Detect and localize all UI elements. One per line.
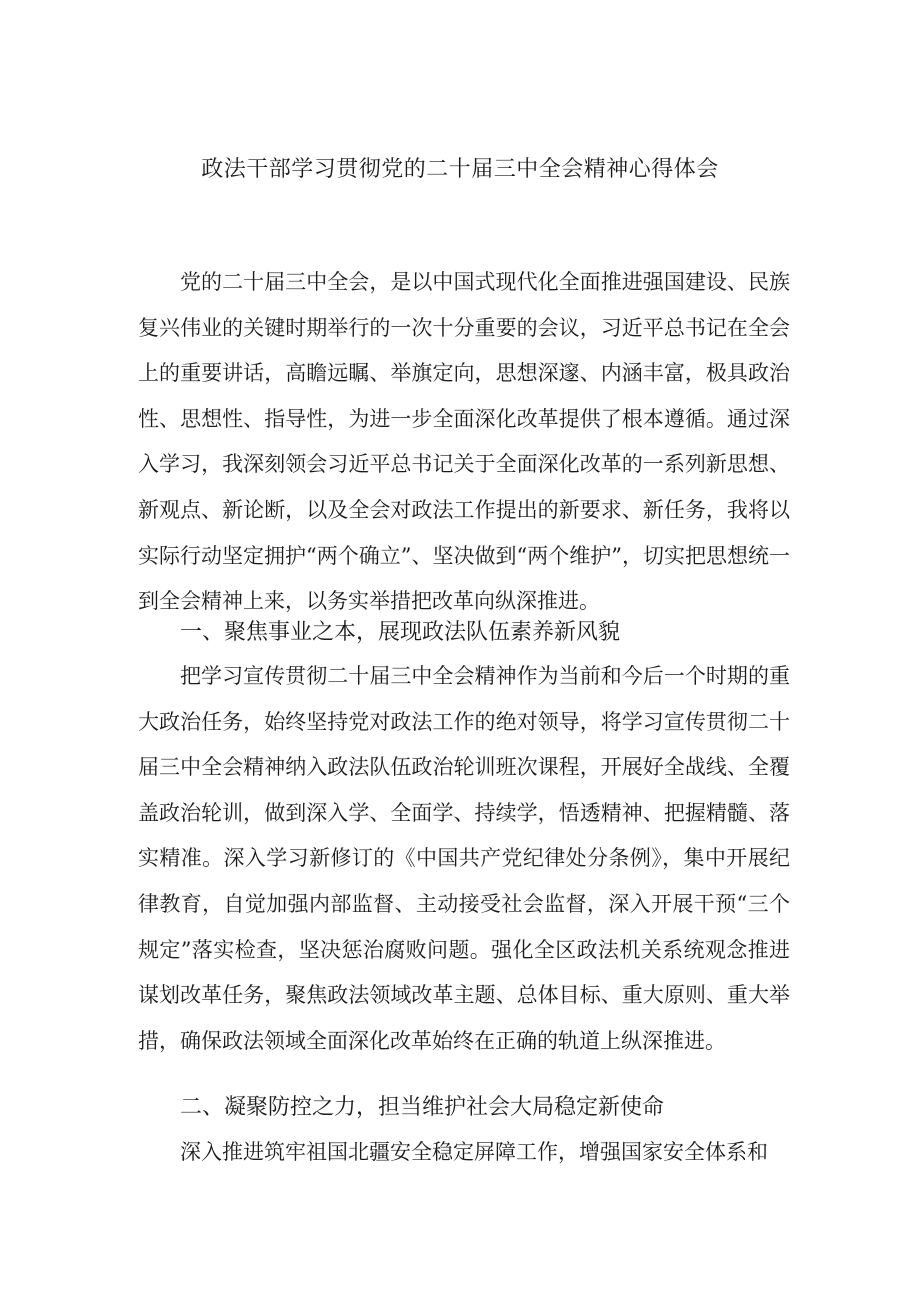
section-heading-2: 二、凝聚防控之力，担当维护社会大局稳定新使命 <box>180 1095 665 1120</box>
section-heading-1: 一、聚焦事业之本，展现政法队伍素养新风貌 <box>180 620 621 645</box>
paragraph-intro: 党的二十届三中全会，是以中国式现代化全面推进强国建设、民族复兴伟业的关键时期举行的一次十分重要的会议，习近平总书记在全会上的重要讲话，高瞻远瞩、举旗定向，思想深邃、内涵丰富，极具政治性、思想性、指导性，为进一步全面深化改革提供了根本遵循。通过深入学习，我深刻领会习近平总书记关于全面深化改革的一系列新思想、新观点、新论断，以及全会对政法工作提出的新要求、新任务，我将以实际行动坚定拥护“两个确立”、坚决做到“两个维护”，切实把思想统一到全会精神上来，以务实举措把改革向纵深推进。 <box>138 270 790 614</box>
document-title: 政法干部学习贯彻党的二十届三中全会精神心得体会 <box>201 157 719 182</box>
paragraph-section-2: 深入推进筑牢祖国北疆安全稳定屏障工作，增强国家安全体系和 <box>180 1140 768 1164</box>
paragraph-section-1: 把学习宣传贯彻二十届三中全会精神作为当前和今后一个时期的重大政治任务，始终坚持党对政法工作的绝对领导，将学习宣传贯彻二十届三中全会精神纳入政法队伍政治轮训班次课程，开展好全战线、全覆盖政治轮训，做到深入学、全面学、持续学，悟透精神、把握精髓、落实精准。深入学习新修订的《中国共产党纪律处分条例》，集中开展纪律教育，自觉加强内部监督、主动接受社会监督，深入开展干预“三个规定”落实检查，坚决惩治腐败问题。强化全区政法机关系统观念推进谋划改革任务，聚焦政法领域改革主题、总体目标、重大原则、重大举措，确保政法领域全面深化改革始终在正确的轨道上纵深推进。 <box>138 664 790 1053</box>
